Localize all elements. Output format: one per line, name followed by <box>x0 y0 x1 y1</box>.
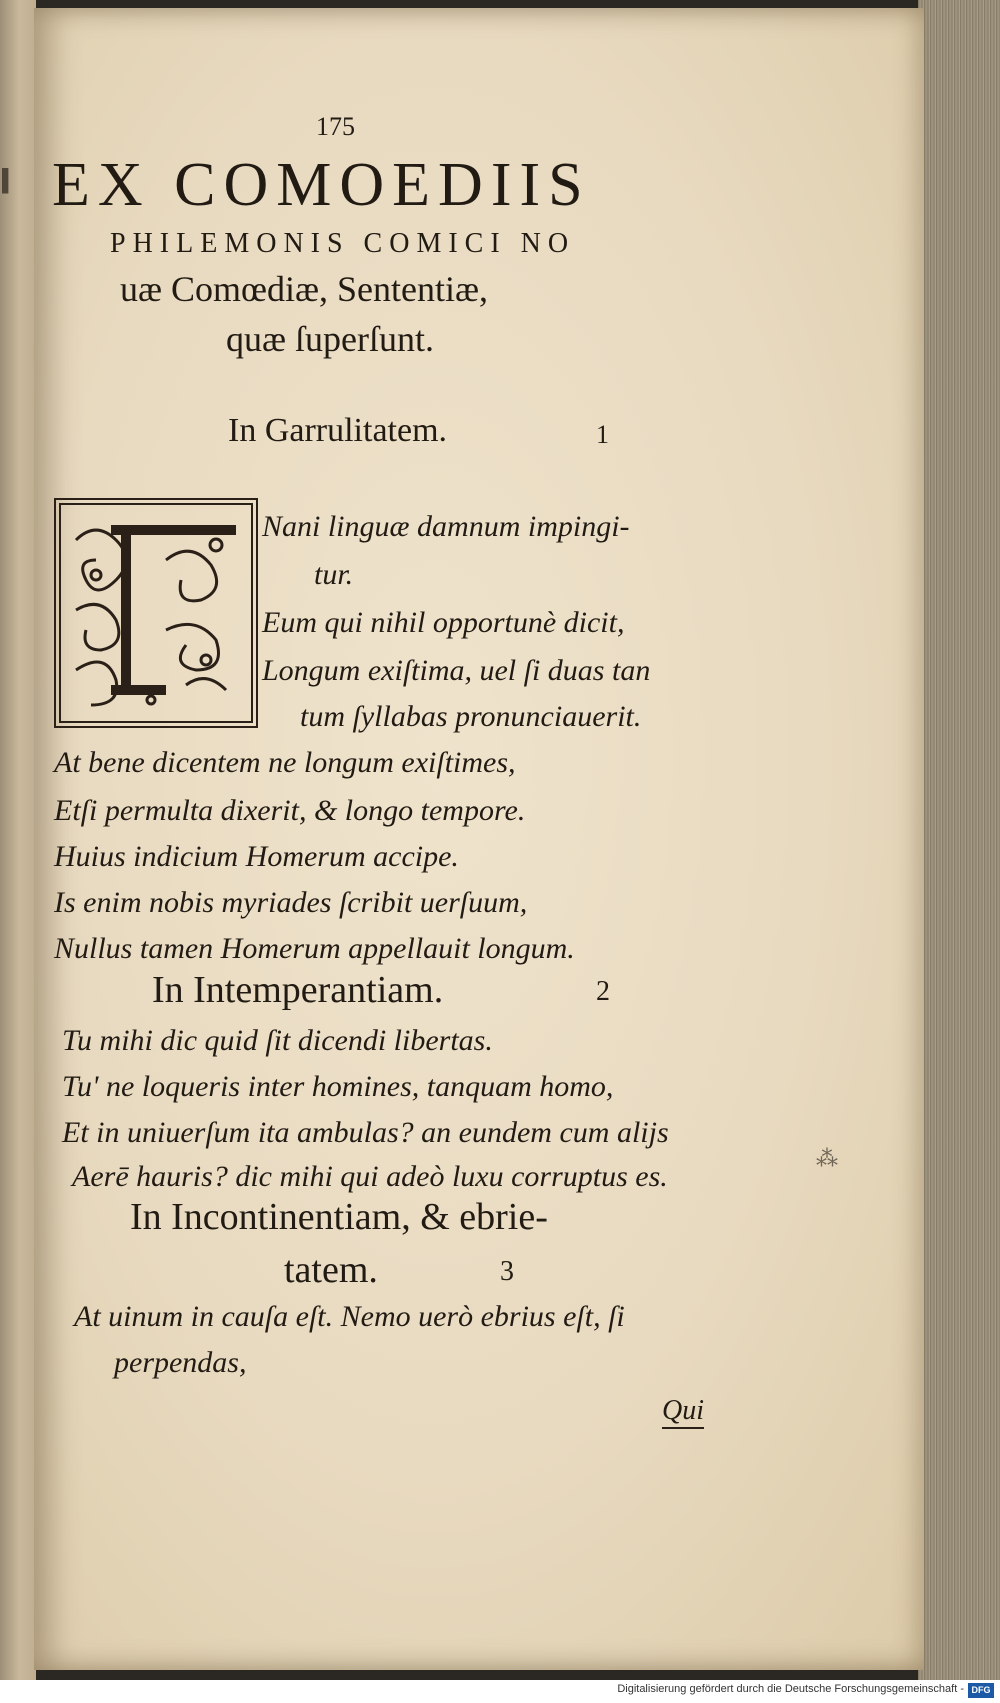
subtitle-line-1: PHILEMONIS COMICI NO <box>110 228 576 259</box>
verse-line: Tu' ne loqueris inter homines, tanquam homo, <box>62 1070 614 1103</box>
page-number: 175 <box>316 112 355 141</box>
subtitle-line-3: quæ ſuperſunt. <box>226 319 434 359</box>
page-block-edge <box>918 0 1000 1680</box>
verse-line: Tu mihi dic quid ſit dicendi libertas. <box>62 1024 493 1057</box>
verse-line: tur. <box>314 558 354 591</box>
verse-line: At uinum in cauſa eſt. Nemo uerò ebrius eſt, ſi <box>74 1300 625 1333</box>
verse-line: Aerē hauris? dic mihi qui adeò luxu corruptus es. <box>72 1160 668 1193</box>
verse-line: At bene dicentem ne longum exiſtimes, <box>54 746 516 779</box>
verse-line: Longum exiſtima, uel ſi duas tan <box>262 654 651 687</box>
facing-page-bleed: ▍ <box>2 168 19 193</box>
dfg-logo-badge: DFG <box>968 1683 994 1698</box>
section-number: 3 <box>500 1256 514 1287</box>
verse-line: Huius indicium Homerum accipe. <box>54 840 459 873</box>
funding-credit: Digitalisierung gefördert durch die Deutsche Forschungsgemeinschaft - <box>617 1683 964 1695</box>
verse-line: Nani linguæ damnum impingi- <box>262 510 630 543</box>
verse-line: Etſi permulta dixerit, & longo tempore. <box>54 794 526 827</box>
section-number: 1 <box>596 420 609 449</box>
ink-blot-icon: ⁂ <box>816 1146 838 1171</box>
catchword: Qui <box>662 1395 704 1429</box>
section-heading: In Intemperantiam. <box>152 969 444 1011</box>
decorated-initial-icon <box>54 498 258 728</box>
section-heading: In Garrulitatem. <box>228 412 448 449</box>
section-heading: In Incontinentiam, & ebrie- <box>130 1196 548 1238</box>
verse-line: perpendas, <box>114 1346 247 1379</box>
verse-line: Is enim nobis myriades ſcribit uerſuum, <box>54 886 528 919</box>
verse-line: Et in uniuerſum ita ambulas? an eundem cum aliјs <box>62 1116 669 1149</box>
section-number: 2 <box>596 976 610 1007</box>
page-title: EX COMOEDIIS <box>52 151 591 219</box>
verse-line: Nullus tamen Homerum appellauit longum. <box>54 932 575 965</box>
subtitle-line-2: uæ Comœdiæ, Sententiæ, <box>120 269 489 309</box>
facing-page-edge <box>0 0 36 1680</box>
section-heading-continued: tatem. <box>284 1249 378 1291</box>
verse-line: Eum qui nihil opportunè dicit, <box>262 606 625 639</box>
footer-bar <box>0 1680 1000 1703</box>
verse-line: tum ſyllabas pronunciauerit. <box>300 700 642 733</box>
